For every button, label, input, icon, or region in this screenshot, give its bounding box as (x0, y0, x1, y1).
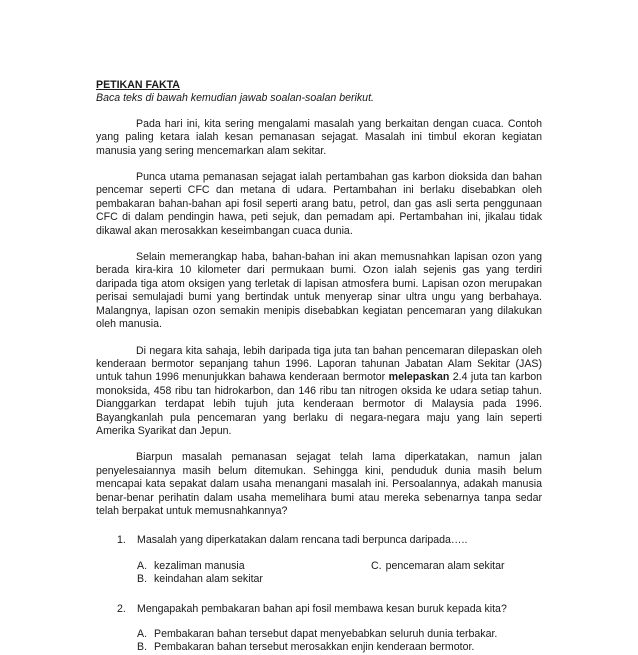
question-2-options (137, 628, 542, 655)
question-2-option-b: B. Pembakaran bahan tersebut merosakkan enjin kenderaan bermotor. (137, 641, 475, 654)
question-1-option-c: C. pencemaran alam sekitar (371, 559, 505, 572)
paragraph-3: Selain memerangkap haba, bahan-bahan ini akan memusnahkan lapisan ozon yang berada kira-kira 10 kilometer dari permukaan bumi. Ozon ialah sejenis gas yang terdiri daripada tiga atom oksigen yang terletak di lapisan atmosfera bumi. Lapisan ozon merupakan perisai semulajadi bumi yang bertindak untuk menyerap sinar ultra ungu yang berbahaya. Malangnya, lapisan ozon semakin menipis disebabkan kegiatan pencemaran yang dilakukan oleh manusia. (96, 251, 542, 331)
paragraph-4 (96, 345, 542, 439)
instruction-text: Baca teks di bawah kemudian jawab soalan-soalan berikut. (96, 92, 374, 105)
question-1-text: Masalah yang diperkatakan dalam rencana tadi berpunca daripada….. (137, 534, 468, 547)
paragraph-5: Biarpun masalah pemanasan sejagat telah lama diperkatakan, namun jalan penyelesaiannya masih belum ditemukan. Sehingga kini, penduduk dunia masih belum mencapai kata sepakat dalam usaha menangani masalah ini. Persoalannya, adakah manusia benar-benar perihatin dalam usaha memelihara bumi atau mereka sebenarnya tanpa sedar telah berpakat untuk memusnahkannya? (96, 451, 542, 517)
question-2 (96, 603, 542, 655)
paragraph-4-part-2: 2.4 juta tan karbon monoksida, 458 ribu tan hidrokarbon, dan 146 ribu tan nitrogen oksida ke udara setiap tahun. Dianggarkan terdapat lebih tujuh juta kenderaan bermotor di Malaysia pada 1996. Bayangkanlah pula pencemaran yang berlaku di negara-negara maju yang lain seperti Amerika Syarikat dan Jepun. (96, 371, 542, 437)
question-1-option-a: A. kezaliman manusia (137, 559, 245, 572)
question-1-option-b: B. keindahan alam sekitar (137, 573, 263, 586)
question-2-number: 2. (117, 602, 126, 615)
question-1-number: 1. (117, 534, 126, 547)
paragraph-4-part-1: Di negara kita sahaja, lebih daripada tiga juta tan bahan pencemaran dilepaskan oleh kenderaan bermotor sepanjang tahun 1996. Laporan tahunan Jabatan Alam Sekitar (JAS) untuk tahun 1996 menunjukkan bahawa kenderaan bermotor (96, 344, 542, 384)
document-page (96, 79, 542, 655)
paragraph-4-bold-word: melepaskan (388, 371, 450, 384)
paragraph-1: Pada hari ini, kita sering mengalami masalah yang berkaitan dengan cuaca. Contoh yang paling ketara ialah kesan pemanasan sejagat. Masalah ini timbul ekoran kegiatan manusia yang sering mencemarkan alam sekitar. (96, 117, 542, 157)
paragraph-2: Punca utama pemanasan sejagat ialah pertambahan gas karbon dioksida dan bahan pencemar seperti CFC dan metana di udara. Pertambahan ini berlaku disebabkan oleh pembakaran bahan-bahan api fosil seperti arang batu, petrol, dan gas asli serta penggunaan CFC di dalam pendingin hawa, peti sejuk, dan pemadam api. Pertambahan ini, jikalau tidak dikawal akan merosakkan keseimbangan cuaca dunia. (96, 171, 542, 237)
question-1 (96, 534, 542, 586)
document-heading: PETIKAN FAKTA (96, 79, 180, 91)
question-1-options (137, 560, 542, 587)
question-2-option-a: A. Pembakaran bahan tersebut dapat menyebabkan seluruh dunia terbakar. (137, 628, 498, 640)
question-2-text: Mengapakah pembakaran bahan api fosil membawa kesan buruk kepada kita? (137, 602, 507, 615)
